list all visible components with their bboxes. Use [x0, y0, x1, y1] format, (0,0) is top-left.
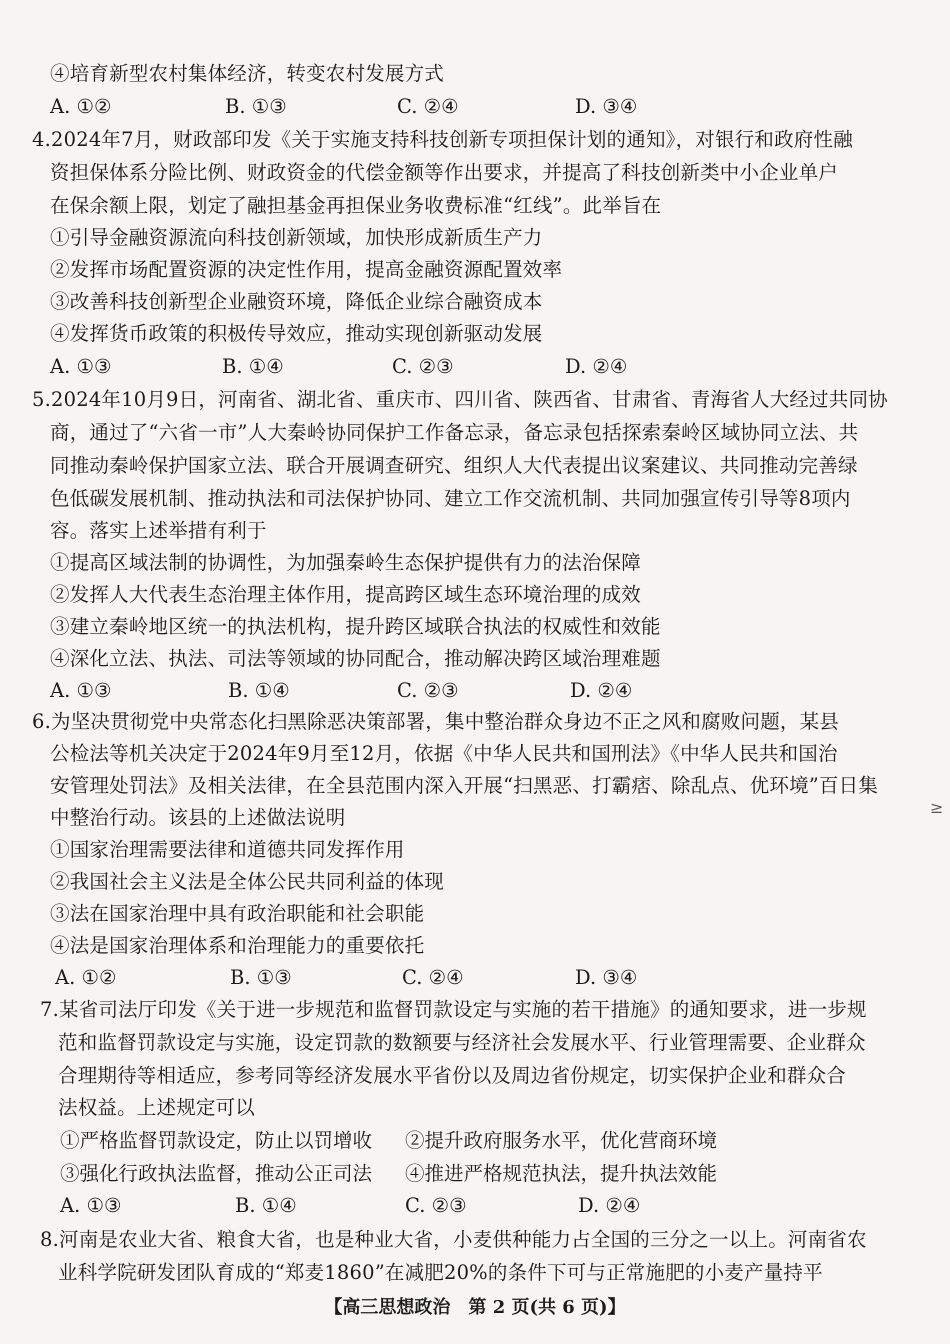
q7-item-2: ②提升政府服务水平，优化营商环境 — [405, 1129, 718, 1152]
q3-option-b: B. ①③ — [225, 95, 287, 118]
q7-item-1: ①严格监督罚款设定，防止以罚增收 — [60, 1129, 373, 1152]
q4-item-3: ③改善科技创新型企业融资环境，降低企业综合融资成本 — [50, 290, 543, 313]
q8-stem-line-2: 业科学院研发团队育成的“郑麦1860”在减肥20%的条件下可与正常施肥的小麦产量持平 — [58, 1261, 823, 1284]
q7-stem-line-2: 范和监督罚款设定与实施，设定罚款的数额要与经济社会发展水平、行业管理需要、企业群众 — [58, 1031, 866, 1054]
q5-item-2: ②发挥人大代表生态治理主体作用，提高跨区域生态环境治理的成效 — [50, 583, 642, 606]
q8-stem-line-1: 8.河南是农业大省、粮食大省，也是种业大省，小麦供种能力占全国的三分之一以上。河南省农 — [40, 1228, 867, 1251]
q5-option-d: D. ②④ — [570, 679, 633, 702]
q4-option-c: C. ②③ — [392, 355, 454, 378]
q4-stem-line-2: 资担保体系分险比例、财政资金的代偿金额等作出要求，并提高了科技创新类中小企业单户 — [50, 161, 839, 184]
q7-item-4: ④推进严格规范执法，提升执法效能 — [405, 1162, 718, 1185]
q3-option-c: C. ②④ — [397, 95, 459, 118]
q7-option-c: C. ②③ — [405, 1194, 467, 1217]
q5-option-a: A. ①③ — [50, 679, 112, 702]
q3-option-d: D. ③④ — [575, 95, 638, 118]
q7-option-d: D. ②④ — [578, 1194, 641, 1217]
q4-stem-line-3: 在保余额上限，划定了融担基金再担保业务收费标准“红线”。此举旨在 — [50, 194, 662, 217]
q6-option-b: B. ①③ — [230, 966, 292, 989]
q5-stem-line-3: 同推动秦岭保护国家立法、联合开展调查研究、组织人大代表提出议案建议、共同推动完善绿 — [50, 454, 858, 477]
q4-stem-line-1: 4.2024年7月，财政部印发《关于实施支持科技创新专项担保计划的通知》，对银行和政府性融 — [32, 128, 853, 151]
q6-item-1: ①国家治理需要法律和道德共同发挥作用 — [50, 838, 405, 861]
q4-option-d: D. ②④ — [565, 355, 628, 378]
q6-stem-line-1: 6.为坚决贯彻党中央常态化扫黑除恶决策部署，集中整治群众身边不正之风和腐败问题，某县 — [32, 710, 840, 733]
q6-item-2: ②我国社会主义法是全体公民共同利益的体现 — [50, 870, 445, 893]
q7-stem-line-3: 合理期待等相适应，参考同等经济发展水平省份以及周边省份规定，切实保护企业和群众合 — [58, 1064, 847, 1087]
q7-option-b: B. ①④ — [235, 1194, 297, 1217]
q6-item-4: ④法是国家治理体系和治理能力的重要依托 — [50, 934, 425, 957]
q7-stem-line-4: 法权益。上述规定可以 — [58, 1096, 256, 1119]
q5-option-b: B. ①④ — [228, 679, 290, 702]
q4-item-4: ④发挥货币政策的积极传导效应，推动实现创新驱动发展 — [50, 322, 543, 345]
q6-item-3: ③法在国家治理中具有政治职能和社会职能 — [50, 902, 425, 925]
q5-stem-line-2: 商，通过了“六省一市”人大秦岭协同保护工作备忘录，备忘录包括探索秦岭区域协同立法、共 — [50, 421, 859, 444]
q6-option-c: C. ②④ — [402, 966, 464, 989]
q7-item-3: ③强化行政执法监督，推动公正司法 — [60, 1162, 373, 1185]
q4-item-1: ①引导金融资源流向科技创新领域，加快形成新质生产力 — [50, 226, 543, 249]
q5-stem-line-4: 色低碳发展机制、推动执法和司法保护协同、建立工作交流机制、共同加强宣传引导等8项内 — [50, 487, 851, 510]
q3-option-a: A. ①② — [50, 95, 112, 118]
q5-item-3: ③建立秦岭地区统一的执法机构，提升跨区域联合执法的权威性和效能 — [50, 615, 661, 638]
q5-stem-line-5: 容。落实上述举措有利于 — [50, 519, 267, 542]
q6-stem-line-4: 中整治行动。该县的上述做法说明 — [50, 806, 346, 829]
q5-item-4: ④深化立法、执法、司法等领域的协同配合，推动解决跨区域治理难题 — [50, 647, 661, 670]
q5-stem-line-1: 5.2024年10月9日，河南省、湖北省、重庆市、四川省、陕西省、甘肃省、青海省人大经过共同协 — [32, 388, 888, 411]
q6-stem-line-3: 安管理处罚法》及相关法律，在全县范围内深入开展“扫黑恶、打霸痞、除乱点、优环境”百日集 — [50, 774, 879, 797]
q4-item-2: ②发挥市场配置资源的决定性作用，提高金融资源配置效率 — [50, 258, 563, 281]
q7-option-a: A. ①③ — [60, 1194, 122, 1217]
q6-option-a: A. ①② — [55, 966, 117, 989]
q3-item-4: ④培育新型农村集体经济，转变农村发展方式 — [50, 62, 445, 85]
q4-option-a: A. ①③ — [50, 355, 112, 378]
q5-option-c: C. ②③ — [397, 679, 459, 702]
q7-stem-line-1: 7.某省司法厅印发《关于进一步规范和监督罚款设定与实施的若干措施》的通知要求，进一步规 — [40, 998, 867, 1021]
q6-option-d: D. ③④ — [575, 966, 638, 989]
page-footer: 【高三思想政治 第 2 页(共 6 页)】 — [324, 1297, 626, 1318]
q6-stem-line-2: 公检法等机关决定于2024年9月至12月，依据《中华人民共和国刑法》《中华人民共和国治 — [50, 742, 838, 765]
q4-option-b: B. ①④ — [222, 355, 284, 378]
q5-item-1: ①提高区域法制的协调性，为加强秦岭生态保护提供有力的法治保障 — [50, 551, 642, 574]
margin-mark: ≥ — [930, 798, 944, 817]
